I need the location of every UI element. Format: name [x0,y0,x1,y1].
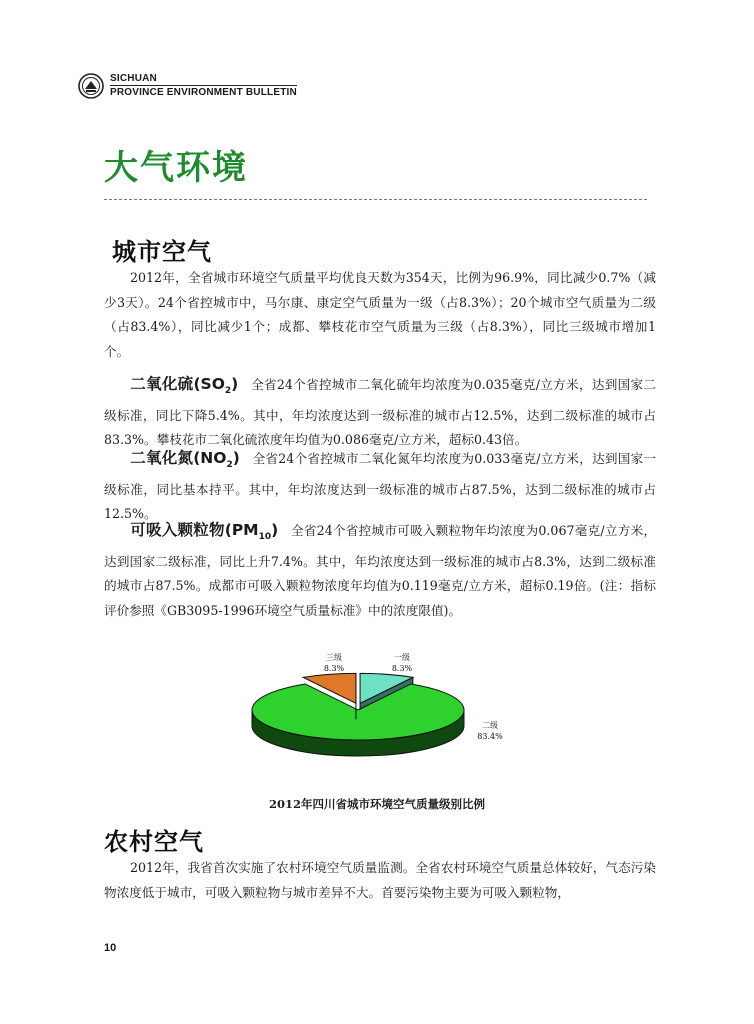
so2-paragraph [104,372,656,453]
rural-paragraph-text: 2012年，我省首次实施了农村环境空气质量监测。全省农村环境空气质量总体较好，气态污染物浓度低于城市，可吸入颗粒物与城市差异不大。首要污染物主要为可吸入颗粒物， [104,860,656,900]
no2-term: 二氧化氮$(NO_2)$ [130,449,240,471]
pie-label: 二级 [482,721,498,730]
pie-value-label: 8.3% [391,664,413,673]
header-line2: PROVINCE ENVIRONMENT BULLETIN [110,87,297,98]
air-quality-pie-chart [240,640,530,790]
pie-label: 一级 [394,653,410,662]
pie-value-label: 83.4% [477,732,503,741]
urban-paragraph-text: 2012年，全省城市环境空气质量平均优良天数为354天，比例为96.9%，同比减少0.7%（减少3天）。24个省控城市中，马尔康、康定空气质量为一级（占8.3%）；20个城市空气质量为二级（占83.4%），同比减少1个；成都、攀枝花市空气质量为三级（占8.3%），同比三级城市增加1个。 [104,270,656,359]
section-divider [104,199,647,200]
page-number: 10 [104,942,117,954]
header-line1: SICHUAN [110,73,157,84]
chart-caption: 2012年四川省城市环境空气质量级别比例 [268,797,485,811]
no2-paragraph [104,446,656,527]
rural-paragraph [104,856,656,905]
urban-air-heading: 城市空气 [112,238,212,266]
pm10-term: 可吸入颗粒物$(PM_{10})$ [130,521,279,543]
pie-value-label: 8.3% [323,664,345,673]
section-title: 大气环境 [104,148,248,188]
emblem-icon [78,73,104,99]
so2-term: 二氧化硫$(SO_2)$ [130,375,239,397]
pie-chart-svg [240,640,530,790]
pie-slice-2 [252,684,464,740]
bulletin-header [78,68,297,104]
rural-air-heading: 农村空气 [104,828,204,856]
urban-paragraph [104,266,656,364]
so2-text: 全省24个省控城市二氧化硫年均浓度为0.035毫克/立方米，达到国家二级标准，同比下降5.4%。其中，年均浓度达到一级标准的城市占12.5%，达到二级标准的城市占83.3%。攀枝花市二氧化硫浓度年均值为0.086毫克/立方米，超标0.43倍。 [104,377,656,448]
header-text [110,73,297,99]
pm10-text: 全省24个省控城市可吸入颗粒物年均浓度为0.067毫克/立方米，达到国家二级标准，同比上升7.4%。其中，年均浓度达到一级标准的城市占8.3%，达到二级标准的城市占87.5%。成都市可吸入颗粒物浓度年均值为0.119毫克/立方米，超标0.19倍。(注：指标评价参照《GB3095-1996环境空气质量标准》中的浓度限值)。 [104,523,657,618]
no2-text: 全省24个省控城市二氧化氮年均浓度为0.033毫克/立方米，达到国家一级标准，同比基本持平。其中，年均浓度达到一级标准的城市占87.5%，达到二级标准的城市占12.5%。 [104,451,657,522]
pie-label: 三级 [326,653,342,662]
pm10-paragraph [104,518,656,623]
